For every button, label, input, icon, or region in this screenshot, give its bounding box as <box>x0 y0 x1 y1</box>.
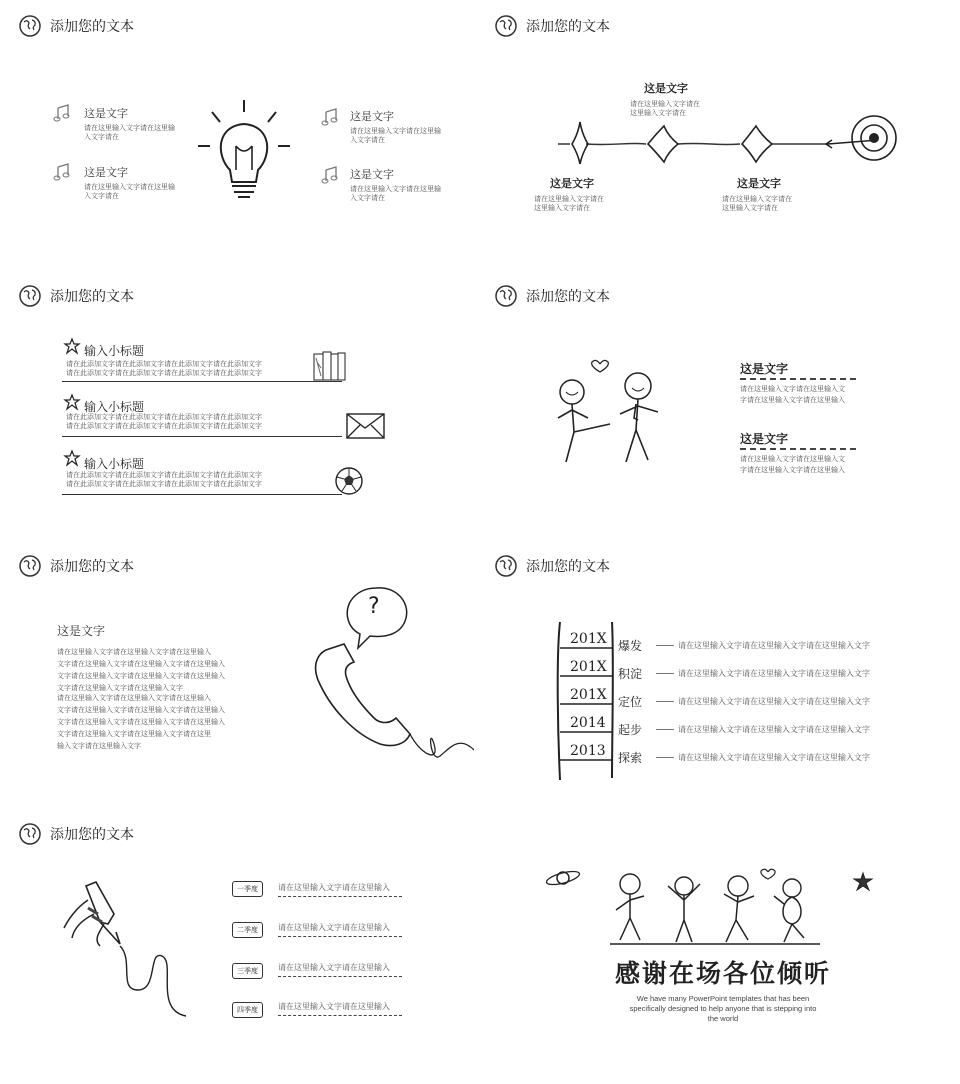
stage-label: 定位 <box>618 695 643 709</box>
divider <box>62 381 342 382</box>
divider <box>62 436 342 437</box>
item-title: 这是文字 <box>350 110 394 123</box>
question-mark: ? <box>368 594 380 619</box>
closing-title: 感谢在场各位倾听 <box>614 959 831 988</box>
stage-text: 请在这里输入文字请在这里输入文字请在这里输入文字 <box>678 753 870 762</box>
slide-4 <box>486 270 960 532</box>
stage-text: 请在这里输入文字请在这里输入文字请在这里输入文字 <box>678 697 870 706</box>
item-text: 请在此添加文字请在此添加文字请在此添加文字请在此添加文字 <box>66 413 262 421</box>
books-icon <box>312 350 348 382</box>
header-title: 添加您的文本 <box>50 289 134 305</box>
slide-6 <box>486 540 960 802</box>
paragraph-line: 请在这里输入文字请在这里输入文字请在这里输入 <box>57 694 211 702</box>
star-icon <box>64 394 80 410</box>
connector <box>656 729 674 730</box>
connector <box>656 645 674 646</box>
paragraph-line: 文字请在这里输入文字请在这里输入文字请在这里输入 <box>57 718 225 726</box>
music-note-icon <box>322 166 338 184</box>
item-text: 请在这里输入文字请在这里输入文字请在 <box>350 127 441 144</box>
paragraph-line: 文字请在这里输入文字请在这里输入文字请在这里 <box>57 730 211 738</box>
quarter-text: 请在这里输入文字请在这里输入 <box>278 923 390 932</box>
music-note-icon <box>54 104 70 122</box>
header-title: 添加您的文本 <box>50 827 134 843</box>
soccer-ball-icon <box>334 466 364 496</box>
year-label: 201X <box>570 687 607 703</box>
slide-header <box>494 554 610 578</box>
cheering-people-illustration <box>608 868 824 946</box>
paragraph-line: 文字请在这里输入文字请在这里输入文字 <box>57 684 183 692</box>
year-label: 201X <box>570 631 607 647</box>
subtitle: 输入小标题 <box>84 400 145 414</box>
music-note-icon <box>322 108 338 126</box>
connector <box>656 701 674 702</box>
paragraph-line: 请在这里输入文字请在这里输入文字请在这里输入 <box>57 648 211 656</box>
quarter-badge: 三季度 <box>232 963 263 979</box>
quarter-text: 请在这里输入文字请在这里输入 <box>278 963 390 972</box>
closing-subtitle <box>486 994 960 1024</box>
milestone-title: 这是文字 <box>550 177 594 190</box>
paragraph-line: 文字请在这里输入文字请在这里输入文字请在这里输入 <box>57 672 225 680</box>
music-note-icon <box>54 163 70 181</box>
globe-icon <box>18 822 42 846</box>
year-label: 201X <box>570 659 607 675</box>
header-title: 添加您的文本 <box>50 19 134 35</box>
item-text: 请在此添加文字请在此添加文字请在此添加文字请在此添加文字 <box>66 422 262 430</box>
milestone-text: 请在这里输入文字请在这里输入文字请在 <box>630 100 700 117</box>
milestone-title: 这是文字 <box>644 82 688 95</box>
star-icon <box>64 450 80 466</box>
globe-icon <box>18 554 42 578</box>
slide-header <box>18 822 134 846</box>
item-title: 这是文字 <box>84 107 128 120</box>
quarter-badge: 四季度 <box>232 1002 263 1018</box>
paragraph-line: 文字请在这里输入文字请在这里输入文字请在这里输入 <box>57 706 225 714</box>
globe-icon <box>494 554 518 578</box>
divider <box>62 494 342 495</box>
dashed-divider <box>278 976 402 977</box>
globe-icon <box>494 14 518 38</box>
slide-header <box>18 554 134 578</box>
subtitle-line: the world <box>707 1014 739 1023</box>
dancing-figures-illustration <box>554 358 670 468</box>
paragraph-line: 文字请在这里输入文字请在这里输入文字请在这里输入 <box>57 660 225 668</box>
header-title: 添加您的文本 <box>526 289 610 305</box>
telephone-handset-illustration <box>310 584 474 774</box>
item-text: 请在此添加文字请在此添加文字请在此添加文字请在此添加文字 <box>66 369 262 377</box>
item-text: 请在这里输入文字请在这里输入文 <box>740 455 845 463</box>
globe-icon <box>494 284 518 308</box>
subtitle-line: We have many PowerPoint templates that has been <box>636 994 810 1003</box>
section-title: 这是文字 <box>57 624 106 638</box>
slide-7 <box>0 808 474 1070</box>
stage-text: 请在这里输入文字请在这里输入文字请在这里输入文字 <box>678 641 870 650</box>
item-text: 请在此添加文字请在此添加文字请在此添加文字请在此添加文字 <box>66 471 262 479</box>
header-title: 添加您的文本 <box>50 559 134 575</box>
item-text: 请在这里输入文字请在这里输入文 <box>740 385 845 393</box>
year-label: 2014 <box>570 715 606 731</box>
item-text: 请在这里输入文字请在这里输入文字请在 <box>350 185 441 202</box>
slide-header <box>18 14 134 38</box>
connector <box>656 673 674 674</box>
slide-header <box>494 284 610 308</box>
dashed-divider <box>278 896 402 897</box>
star-icon <box>64 338 80 354</box>
dashed-divider <box>278 936 402 937</box>
item-text: 字请在这里输入文字请在这里输入 <box>740 466 845 474</box>
quarter-badge: 一季度 <box>232 881 263 897</box>
slide-2 <box>486 0 960 262</box>
stage-text: 请在这里输入文字请在这里输入文字请在这里输入文字 <box>678 669 870 678</box>
quarter-badge: 二季度 <box>232 922 263 938</box>
star-icon <box>852 872 874 892</box>
slide-8 <box>486 808 960 1070</box>
slide-1 <box>0 0 474 262</box>
year-label: 2013 <box>570 743 606 759</box>
item-text: 请在此添加文字请在此添加文字请在此添加文字请在此添加文字 <box>66 480 262 488</box>
globe-icon <box>18 14 42 38</box>
item-title: 这是文字 <box>740 362 789 376</box>
planet-icon <box>544 868 582 888</box>
envelope-icon <box>346 412 386 440</box>
quarter-text: 请在这里输入文字请在这里输入 <box>278 883 390 892</box>
dashed-divider <box>740 448 856 450</box>
item-title: 这是文字 <box>350 168 394 181</box>
stage-label: 积淀 <box>618 667 643 681</box>
item-text: 请在这里输入文字请在这里输入文字请在 <box>84 183 175 200</box>
milestone-title: 这是文字 <box>737 177 781 190</box>
slide-3 <box>0 270 474 532</box>
lightbulb-icon <box>196 98 292 200</box>
header-title: 添加您的文本 <box>526 559 610 575</box>
stage-label: 爆发 <box>618 639 643 653</box>
connector <box>656 757 674 758</box>
paragraph-line: 输入文字请在这里输入文字 <box>57 742 141 750</box>
item-text: 字请在这里输入文字请在这里输入 <box>740 396 845 404</box>
hand-drawing-pen-illustration <box>58 880 190 1024</box>
globe-icon <box>18 284 42 308</box>
slide-5 <box>0 540 474 802</box>
slide-header <box>494 14 610 38</box>
subtitle: 输入小标题 <box>84 457 145 471</box>
slide-header <box>18 284 134 308</box>
dashed-divider <box>278 1015 402 1016</box>
stage-text: 请在这里输入文字请在这里输入文字请在这里输入文字 <box>678 725 870 734</box>
subtitle-line: specifically designed to help anyone that is stepping into <box>629 1004 817 1013</box>
milestone-text: 请在这里输入文字请在这里输入文字请在 <box>722 195 792 212</box>
stage-label: 探索 <box>618 751 643 765</box>
dashed-divider <box>740 378 856 380</box>
header-title: 添加您的文本 <box>526 19 610 35</box>
quarter-text: 请在这里输入文字请在这里输入 <box>278 1002 390 1011</box>
timeline-arrow <box>556 112 906 174</box>
milestone-text: 请在这里输入文字请在这里输入文字请在 <box>534 195 604 212</box>
item-text: 请在此添加文字请在此添加文字请在此添加文字请在此添加文字 <box>66 360 262 368</box>
item-title: 这是文字 <box>740 432 789 446</box>
subtitle: 输入小标题 <box>84 344 145 358</box>
item-text: 请在这里输入文字请在这里输入文字请在 <box>84 124 175 141</box>
stage-label: 起步 <box>618 723 643 737</box>
item-title: 这是文字 <box>84 166 128 179</box>
